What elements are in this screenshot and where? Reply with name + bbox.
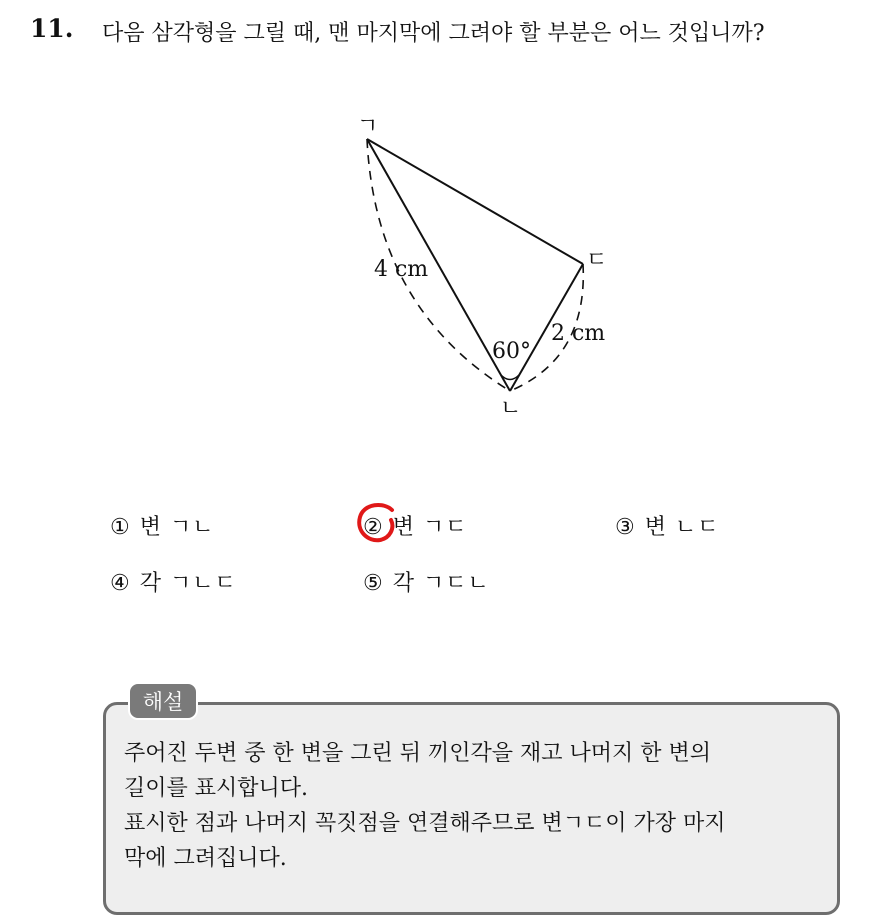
choice-number: ② [363,515,383,540]
choice-1[interactable] [110,510,214,541]
choice-number: ③ [615,515,635,540]
choice-text: 변 ㄴㄷ [644,515,720,540]
solution-tag: 해설 [128,682,198,720]
solution-line: 표시한 점과 나머지 꼭짓점을 연결해주므로 변ㄱㄷ이 가장 마지 [124,811,726,836]
solution-text [124,736,836,876]
choice-number: ⑤ [363,571,383,596]
vertex-label-bottom: ㄴ [500,396,522,421]
vertex-label-right: ㄷ [586,248,608,273]
solution-line: 길이를 표시합니다. [124,776,309,801]
choice-number: ① [110,515,130,540]
solution-line: 막에 그려집니다. [124,846,287,871]
answer-circle-mark [354,500,400,546]
choice-number: ④ [110,571,130,596]
side-left-length-label: 4 cm [374,257,429,282]
solution-line: 주어진 두변 중 한 변을 그린 뒤 끼인각을 재고 나머지 한 변의 [124,741,711,766]
choice-text: 각 ㄱㄷㄴ [392,571,490,596]
choice-3[interactable] [615,510,719,541]
question-number: 11. [30,14,74,43]
side-top-right [367,139,583,264]
triangle-figure [330,108,630,428]
angle-label: 60° [492,339,531,364]
choice-text: 각 ㄱㄴㄷ [139,571,237,596]
choice-text: 변 ㄱㄷ [392,515,468,540]
vertex-label-top: ㄱ [357,114,379,139]
choice-4[interactable] [110,566,237,597]
triangle-diagram [330,108,630,428]
choice-text: 변 ㄱㄴ [139,515,215,540]
side-right-length-label: 2 cm [551,321,606,346]
question-text: 다음 삼각형을 그릴 때, 맨 마지막에 그려야 할 부분은 어느 것입니까? [102,21,765,46]
choice-5[interactable] [363,566,490,597]
